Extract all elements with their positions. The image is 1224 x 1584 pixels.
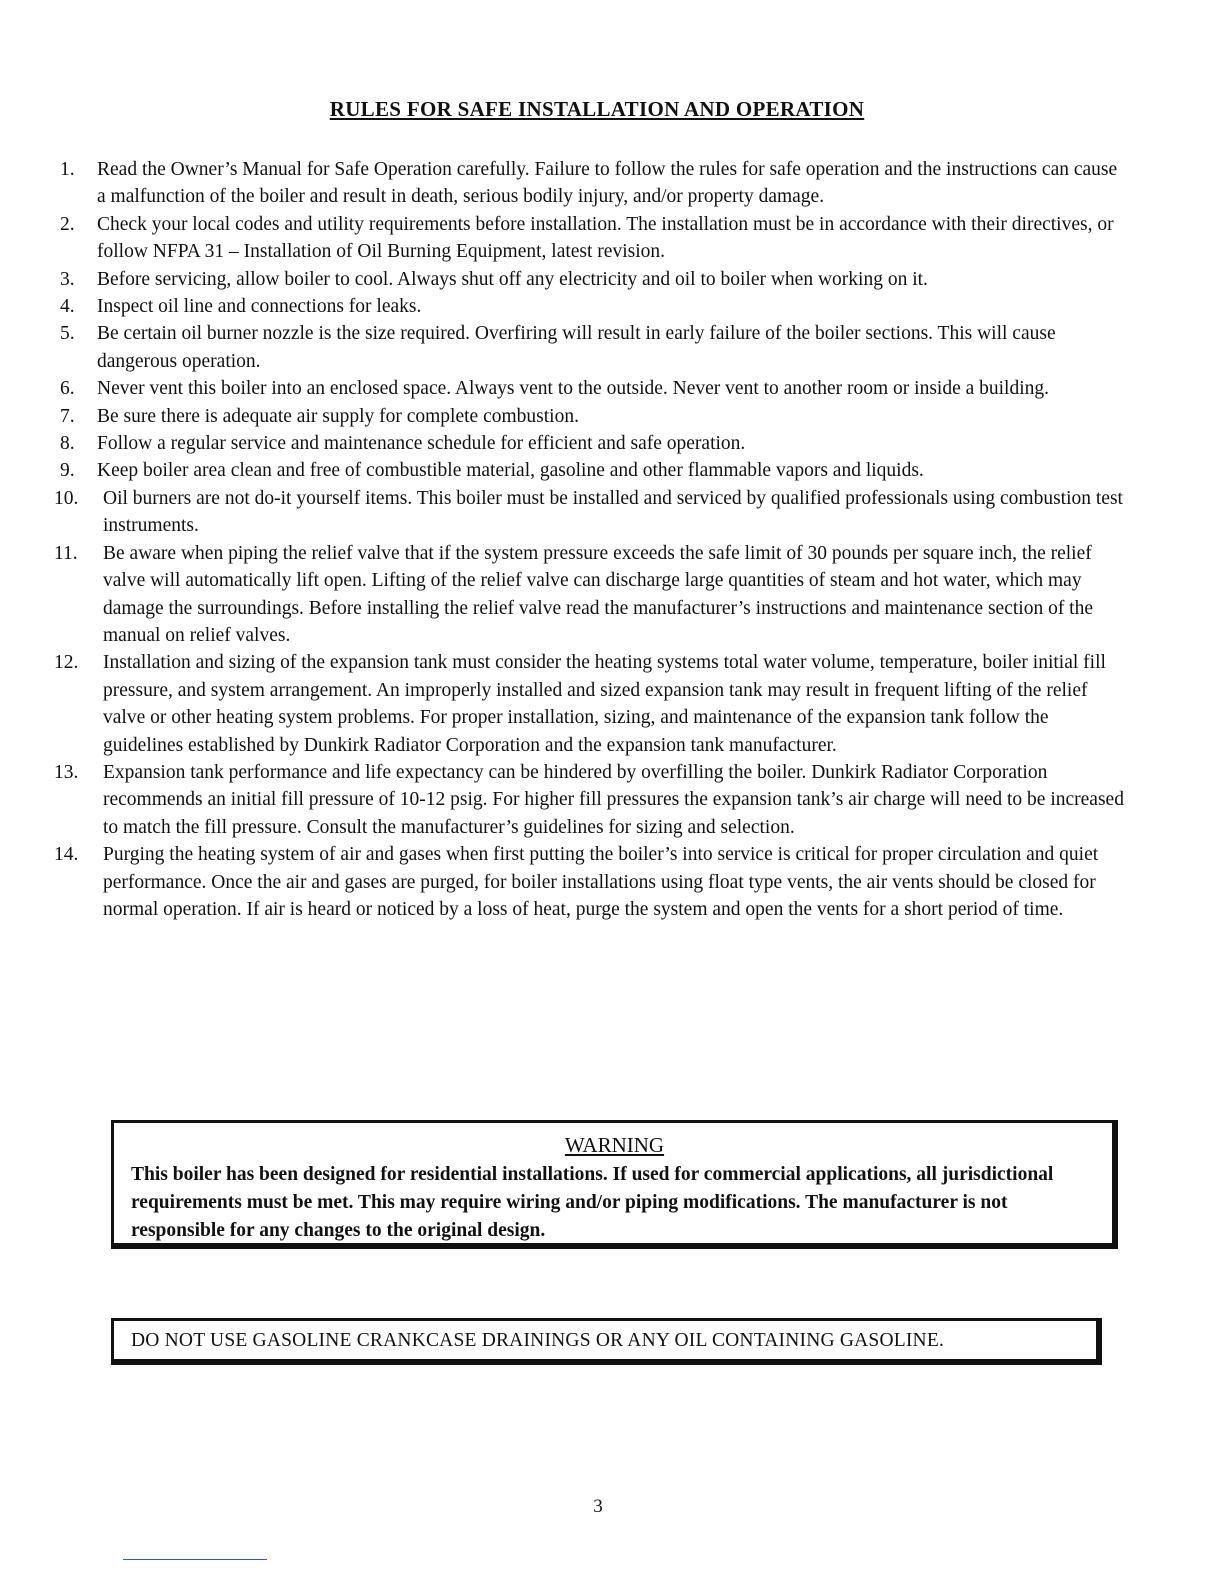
page-number: 3: [593, 1496, 603, 1517]
rule-number: 2.: [60, 213, 75, 235]
list-item: [54, 759, 1130, 841]
list-item: [60, 293, 1130, 320]
rule-number: 7.: [60, 405, 75, 427]
rule-text: Be sure there is adequate air supply for complete combustion.: [97, 405, 579, 427]
gasoline-notice-box: [111, 1318, 1102, 1365]
rule-number: 4.: [60, 296, 75, 318]
list-item: [54, 540, 1130, 650]
rule-number: 5.: [60, 323, 75, 345]
rule-number: 12.: [54, 652, 79, 674]
rule-text: Check your local codes and utility requirements before installation. The installation must be in accordance with their directives, or follow NFPA 31 – Installation of Oil Burning Equipment, latest revision.: [97, 213, 1114, 263]
list-item: [54, 485, 1130, 540]
rule-text: Expansion tank performance and life expectancy can be hindered by overfilling the boiler. Dunkirk Radiator Corporation recommends an initial fill pressure of 10-12 psig. For higher fill pressures the expansion tank’s air charge will need to be increased to match the fill pressure. Consult the manufacturer’s guidelines for sizing and selection.: [103, 761, 1124, 838]
rule-text: Be aware when piping the relief valve that if the system pressure exceeds the safe limit of 30 pounds per square inch, the relief valve will automatically lift open. Lifting of the relief valve can discharge large quantities of steam and hot water, which may damage the surroundings. Before installing the relief valve read the manufacturer’s instructions and maintenance section of the manual on relief valves.: [103, 542, 1094, 646]
rule-number: 3.: [60, 268, 75, 290]
rule-number: 10.: [54, 487, 79, 509]
warning-title: WARNING: [564, 1133, 665, 1157]
rule-text: Keep boiler area clean and free of combustible material, gasoline and other flammable vapors and liquids.: [97, 460, 924, 482]
list-item: [54, 841, 1130, 923]
rule-number: 13.: [54, 761, 79, 783]
list-item: [60, 320, 1130, 375]
rule-text: Inspect oil line and connections for leaks.: [97, 296, 422, 318]
list-item: [60, 430, 1130, 457]
rule-number: 14.: [54, 844, 79, 866]
rule-number: 1.: [60, 159, 75, 180]
rule-number: 9.: [60, 460, 75, 482]
gasoline-notice: DO NOT USE GASOLINE CRANKCASE DRAININGS OR ANY OIL CONTAINING GASOLINE.: [131, 1330, 945, 1351]
rules-list: [54, 156, 1130, 923]
rule-number: 11.: [54, 542, 78, 564]
list-item: [60, 211, 1130, 266]
rule-number: 8.: [60, 433, 75, 455]
list-item: [54, 649, 1130, 759]
page-title: RULES FOR SAFE INSTALLATION AND OPERATION: [329, 97, 865, 121]
rule-text: Oil burners are not do-it yourself items. This boiler must be installed and serviced by qualified professionals using combustion test instruments.: [103, 487, 1123, 537]
list-item: [60, 156, 1130, 211]
rule-text: Purging the heating system of air and gases when first putting the boiler’s into service is critical for proper circulation and quiet performance. Once the air and gases are purged, for boiler installations using float type vents, the air vents should be closed for normal operation. If air is heard or noticed by a loss of heat, purge the system and open the vents for a short period of time.: [103, 844, 1099, 920]
warning-box: [111, 1120, 1118, 1249]
list-item: [60, 375, 1130, 402]
list-item: [60, 457, 1130, 484]
rule-text: Installation and sizing of the expansion tank must consider the heating systems total water volume, temperature, boiler initial fill pressure, and system arrangement. An improperly installed and sized expansion tank may result in frequent lifting of the relief valve or other heating system problems. For proper installation, sizing, and maintenance of the expansion tank follow the guidelines established by Dunkirk Radiator Corporation and the expansion tank manufacturer.: [103, 652, 1106, 756]
list-item: [60, 266, 1130, 293]
rule-text: Be certain oil burner nozzle is the size required. Overfiring will result in early failure of the boiler sections. This will cause dangerous operation.: [97, 323, 1056, 372]
footnote-divider: [123, 1559, 267, 1560]
warning-text: This boiler has been designed for residential installations. If used for commercial applications, all jurisdictional requirements must be met. This may require wiring and/or piping modifications. The manufacturer is not responsible for any changes to the original design.: [131, 1164, 1054, 1241]
rule-number: 6.: [60, 378, 75, 400]
rule-text: Read the Owner’s Manual for Safe Operation carefully. Failure to follow the rules for safe operation and the instructions can cause a malfunction of the boiler and result in death, serious bodily injury, and/or property damage.: [97, 159, 1118, 208]
list-item: [60, 403, 1130, 430]
rule-text: Follow a regular service and maintenance schedule for efficient and safe operation.: [97, 433, 746, 455]
rule-text: Never vent this boiler into an enclosed space. Always vent to the outside. Never vent to another room or inside a building.: [97, 378, 1050, 400]
rule-text: Before servicing, allow boiler to cool. Always shut off any electricity and oil to boiler when working on it.: [97, 268, 928, 290]
